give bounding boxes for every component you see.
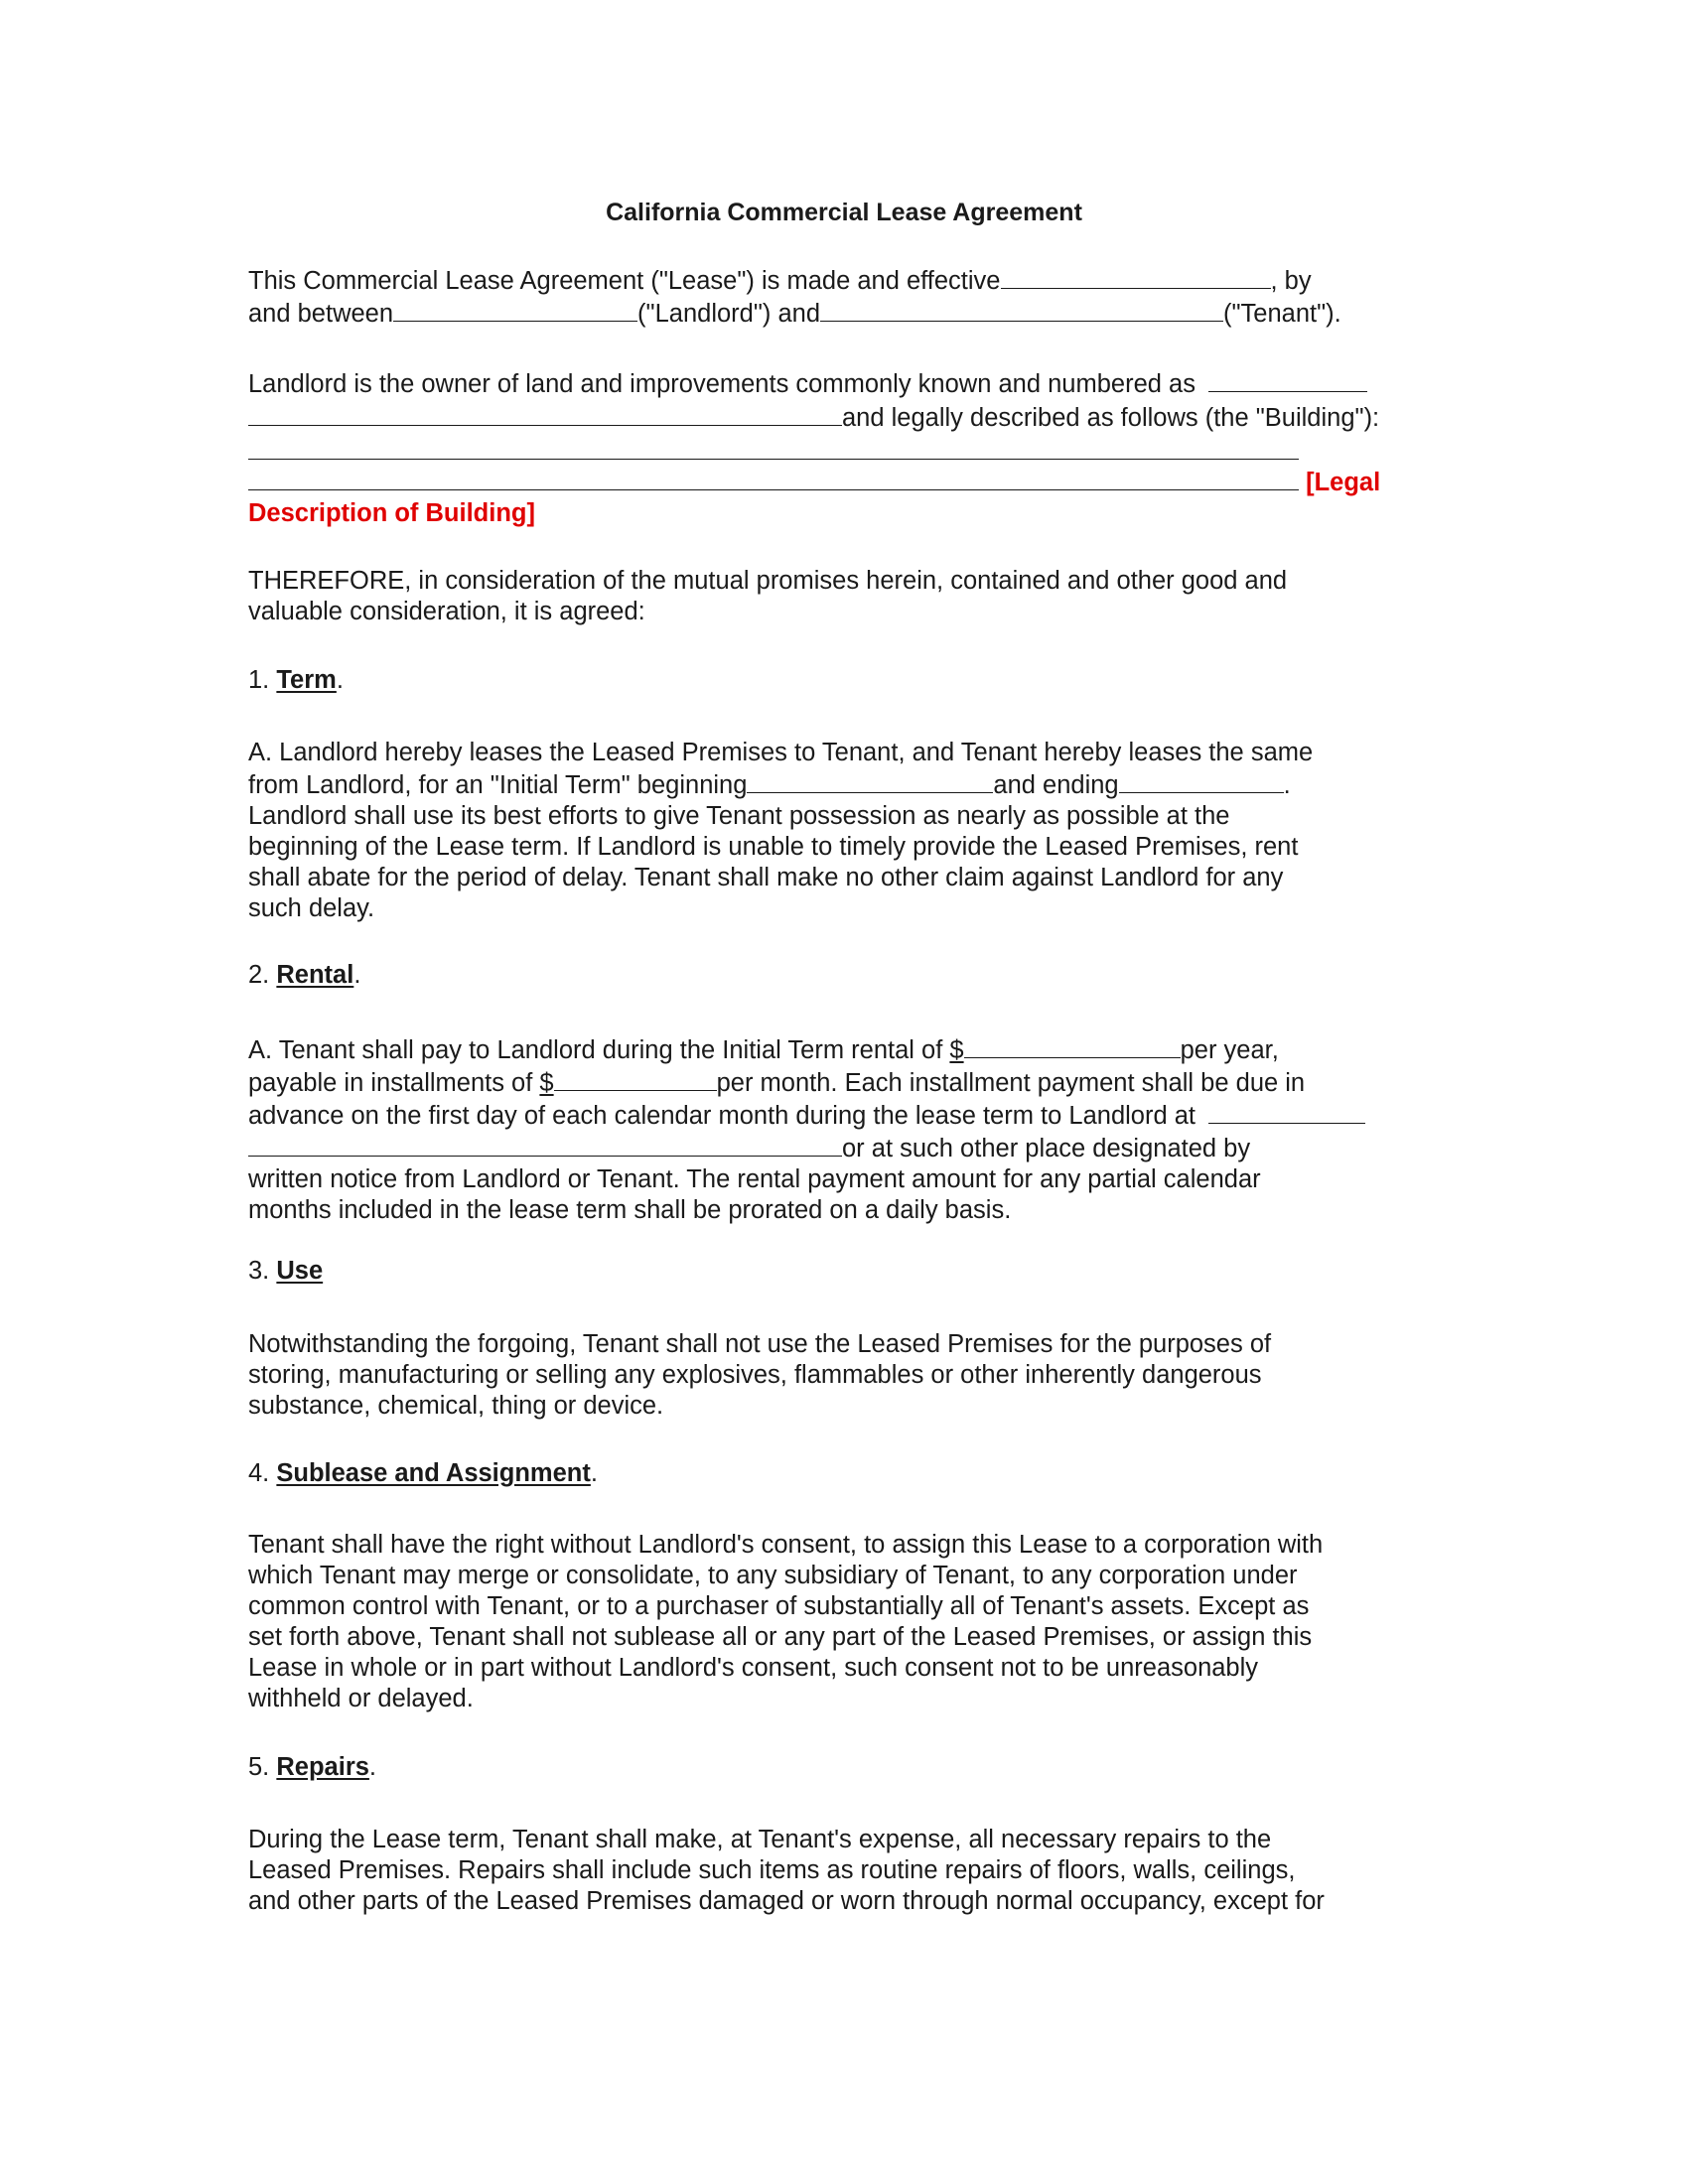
payment-address-blank-2[interactable] (248, 1132, 842, 1157)
document-title: California Commercial Lease Agreement (606, 199, 1082, 226)
term-paragraph: A. Landlord hereby leases the Leased Premises to Tenant, and Tenant hereby leases the same from Landlord, for an "Initial Term" beginning and ending . Landlord shall use its best efforts to give Tenant possession as nearly as possible at the beginning of the Lease term. If Landlord is unable to timely provide the Leased Premises, rent shall abate for the period of delay. Tenant shall make no other claim against Landlord for any such delay. (248, 739, 1314, 922)
building-paragraph: Landlord is the owner of land and improvements commonly known and numbered as and legally described as follows (the "Building"): [Legal Description of Building] (248, 367, 1455, 528)
therefore-paragraph: THEREFORE, in consideration of the mutual promises herein, contained and other good and valuable consideration, it is agreed: (248, 567, 1288, 625)
section-heading-rental: 2. Rental. (248, 961, 361, 989)
tenant-name-blank[interactable] (820, 297, 1223, 322)
sublease-paragraph: Tenant shall have the right without Landlord's consent, to assign this Lease to a corporation with which Tenant may merge or consolidate, to any subsidiary of Tenant, to any corporation under common control with Tenant, or to a purchaser of substantially all of Tenant's assets. Except as set forth above, Tenant shall not sublease all or any part of the Leased Premises, or assign this Lease in whole or in part without Landlord's consent, such consent not to be unreasonably withheld or delayed. (248, 1531, 1324, 1712)
legal-description-placeholder-2: Description of Building] (248, 499, 535, 527)
payment-address-blank[interactable] (1208, 1099, 1365, 1124)
section-heading-term: 1. Term. (248, 666, 344, 694)
legal-description-placeholder: [Legal (1306, 469, 1381, 496)
legal-description-blank-2[interactable] (248, 466, 1299, 490)
rental-paragraph: A. Tenant shall pay to Landlord during the Initial Term rental of $ per year, payable in installments of $ per month. Each installment payment shall be due in advance on the first day of each calendar month during the lease term to Landlord at or at such other place designated by written notice from Landlord or Tenant. The rental payment amount for any partial calendar months included in the lease term shall be prorated on a daily basis. (248, 1033, 1455, 1226)
section-heading-repairs: 5. Repairs. (248, 1753, 377, 1781)
effective-date-blank[interactable] (1001, 264, 1271, 289)
term-ending-blank[interactable] (1119, 768, 1284, 793)
section-heading-use: 3. Use (248, 1257, 324, 1285)
building-address-blank-2[interactable] (248, 401, 842, 426)
section-heading-sublease: 4. Sublease and Assignment. (248, 1459, 598, 1487)
monthly-rent-blank[interactable] (554, 1066, 717, 1091)
use-paragraph: Notwithstanding the forgoing, Tenant shall not use the Leased Premises for the purposes of storing, manufacturing or selling any explosives, flammables or other inherently dangerous substance, chemical, thing or device. (248, 1330, 1272, 1420)
landlord-name-blank[interactable] (393, 297, 637, 322)
repairs-paragraph: During the Lease term, Tenant shall make, at Tenant's expense, all necessary repairs to the Leased Premises. Repairs shall include such items as routine repairs of floors, walls, ceilings, and other parts of the Leased Premises damaged or worn through normal occupancy, except for (248, 1826, 1325, 1915)
intro-paragraph: This Commercial Lease Agreement ("Lease") is made and effective , by and between ("Landlord") and ("Tenant"). (248, 264, 1455, 330)
annual-rent-blank[interactable] (964, 1033, 1181, 1058)
building-address-blank[interactable] (1208, 367, 1367, 392)
legal-description-blank-1[interactable] (248, 435, 1299, 460)
term-beginning-blank[interactable] (747, 768, 993, 793)
